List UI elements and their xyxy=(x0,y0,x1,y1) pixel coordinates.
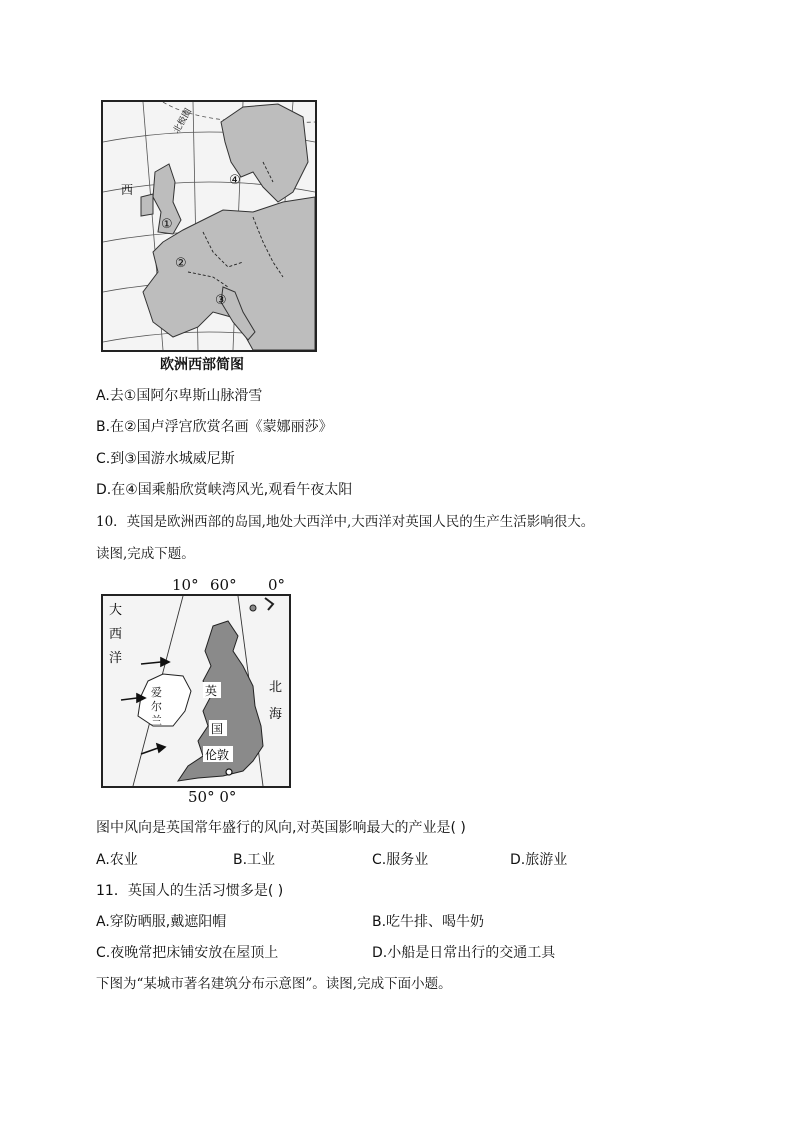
western-europe-map-drawing xyxy=(103,102,315,350)
q10-option-b: B.工业 xyxy=(233,852,276,868)
marker-4: ④ xyxy=(229,173,241,188)
next-intro: 下图为“某城市著名建筑分布示意图”。读图,完成下面小题。 xyxy=(96,976,452,992)
ireland-label-1: 爱 xyxy=(151,686,162,699)
map2-top-deg-60: 60° xyxy=(210,576,237,594)
north-sea-label-1: 北 xyxy=(269,680,283,695)
q9-option-a: A.去①国阿尔卑斯山脉滑雪 xyxy=(96,388,263,404)
q10-intro-2: 读图,完成下题。 xyxy=(96,546,195,562)
q11-option-d: D.小船是日常出行的交通工具 xyxy=(372,945,556,961)
q10-option-d: D.旅游业 xyxy=(510,852,568,868)
map1-caption: 欧洲西部简图 xyxy=(160,357,244,373)
map2-top-deg-10: 10° xyxy=(172,576,199,594)
ireland-label-3: 兰 xyxy=(151,714,162,727)
q11-option-c: C.夜晚常把床铺安放在屋顶上 xyxy=(96,945,279,961)
ocean-label-west: 西 xyxy=(121,183,134,197)
map2-bottom-degrees: 50° 0° xyxy=(188,788,237,806)
ireland-label-2: 尔 xyxy=(151,700,162,713)
q10-option-a: A.农业 xyxy=(96,852,138,868)
atlantic-label-2: 西 xyxy=(109,627,123,642)
arctic-circle-label: 北极圈 xyxy=(171,107,195,136)
q10-intro-1: 10．英国是欧洲西部的岛国,地处大西洋中,大西洋对英国人民的生产生活影响很大。 xyxy=(96,514,595,530)
western-europe-map xyxy=(101,100,317,352)
q9-option-d: D.在④国乘船欣赏峡湾风光,观看午夜太阳 xyxy=(96,482,353,498)
uk-label-2: 国 xyxy=(211,722,224,736)
q11-option-a: A.穿防晒服,戴遮阳帽 xyxy=(96,914,227,930)
atlantic-label-3: 洋 xyxy=(109,651,123,666)
q11-question: 11．英国人的生活习惯多是( ) xyxy=(96,883,284,899)
q10-option-c: C.服务业 xyxy=(372,852,429,868)
q9-option-c: C.到③国游水城威尼斯 xyxy=(96,451,235,467)
q10-question: 图中风向是英国常年盛行的风向,对英国影响最大的产业是( ) xyxy=(96,820,466,836)
marker-1: ① xyxy=(161,217,173,232)
q11-option-b: B.吃牛排、喝牛奶 xyxy=(372,914,485,930)
marker-2: ② xyxy=(175,256,187,271)
uk-label-1: 英 xyxy=(205,684,218,698)
north-sea-label-2: 海 xyxy=(269,707,283,722)
marker-3: ③ xyxy=(215,293,227,308)
atlantic-label-1: 大 xyxy=(109,603,123,618)
british-isles-map xyxy=(101,594,291,788)
london-label: 伦敦 xyxy=(205,748,230,762)
british-isles-map-drawing xyxy=(103,596,289,786)
map2-top-deg-0: 0° xyxy=(268,576,286,594)
q9-option-b: B.在②国卢浮宫欣赏名画《蒙娜丽莎》 xyxy=(96,419,333,435)
